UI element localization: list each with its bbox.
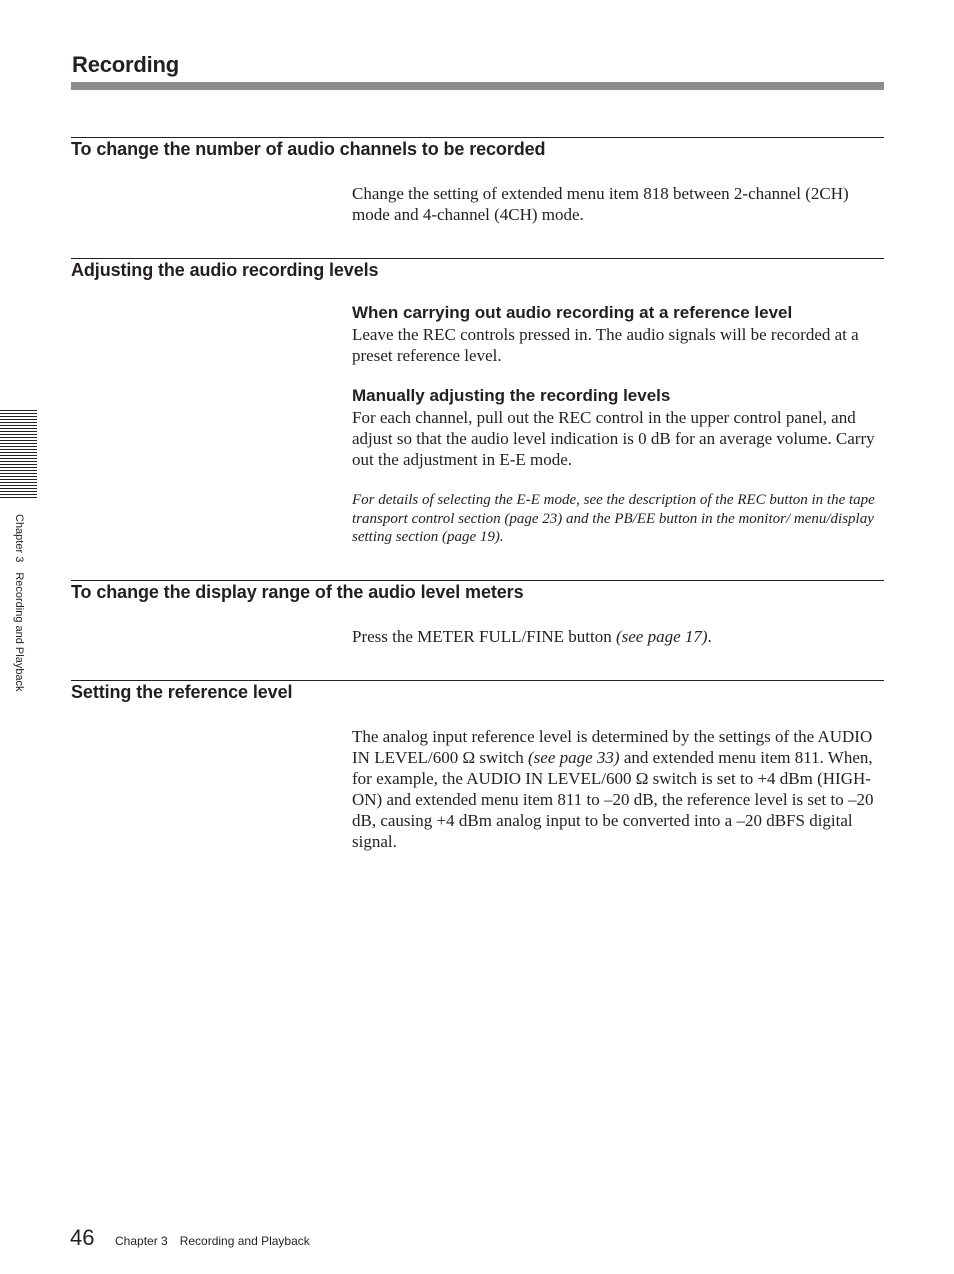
section-rule (71, 680, 884, 681)
section-heading-audio-channels: To change the number of audio channels to be recorded (71, 139, 546, 159)
footer-label (115, 1234, 310, 1248)
section-heading-reference-level: Setting the reference level (71, 682, 293, 702)
reference-level-page-ref: (see page 33) (528, 748, 620, 767)
subheading-reference-level-recording: When carrying out audio recording at a reference level (352, 303, 793, 322)
side-chapter: Chapter 3 (13, 514, 25, 563)
subheading-manual-adjust: Manually adjusting the recording levels (352, 386, 671, 405)
section-rule (71, 137, 884, 138)
meter-range-end: . (707, 627, 712, 646)
title-bar (71, 82, 884, 90)
page-title: Recording (72, 52, 179, 77)
section-heading-recording-levels: Adjusting the audio recording levels (71, 260, 379, 280)
side-chapter-label (13, 514, 25, 692)
meter-range-body (352, 626, 884, 647)
reference-level-recording-body: Leave the REC controls pressed in. The audio signals will be recorded at a preset reference level. (352, 325, 859, 365)
meter-range-page-ref: (see page 17) (615, 627, 708, 646)
section-heading-meter-range: To change the display range of the audio level meters (71, 582, 524, 602)
reference-level-text-2: and extended menu item 811. When, for example, the AUDIO IN LEVEL/600 Ω switch is set to +4 dBm (HIGH-ON) and extended menu item 811 to –20 dB, the reference level is set to –20 dB, causing +4 dBm analog input to be converted into a –20 dBFS digital signal. (352, 748, 874, 851)
side-section: Recording and Playback (13, 572, 25, 692)
chapter-tab-marker (0, 410, 37, 500)
meter-range-text: Press the METER FULL/FINE button (352, 627, 612, 646)
reference-level-text-1: The analog input reference level is determined by the settings of the AUDIO IN LEVEL/600 Ω switch (352, 727, 873, 767)
footer-section: Recording and Playback (179, 1234, 310, 1248)
audio-channels-body: Change the setting of extended menu item 818 between 2-channel (2CH) mode and 4-channel (4CH) mode. (352, 184, 849, 224)
ee-mode-note: For details of selecting the E-E mode, see the description of the REC button in the tape transport control section (page 23) and the PB/EE button in the monitor/ menu/display setting section (page 19). (352, 492, 875, 545)
section-rule (71, 580, 884, 581)
page-number: 46 (70, 1225, 95, 1250)
footer-chapter: Chapter 3 (115, 1234, 168, 1248)
section-rule (71, 258, 884, 259)
manual-adjust-body: For each channel, pull out the REC control in the upper control panel, and adjust so that the audio level indication is 0 dB for an average volume. Carry out the adjustment in E-E mode. (352, 408, 875, 469)
reference-level-body (352, 726, 884, 852)
